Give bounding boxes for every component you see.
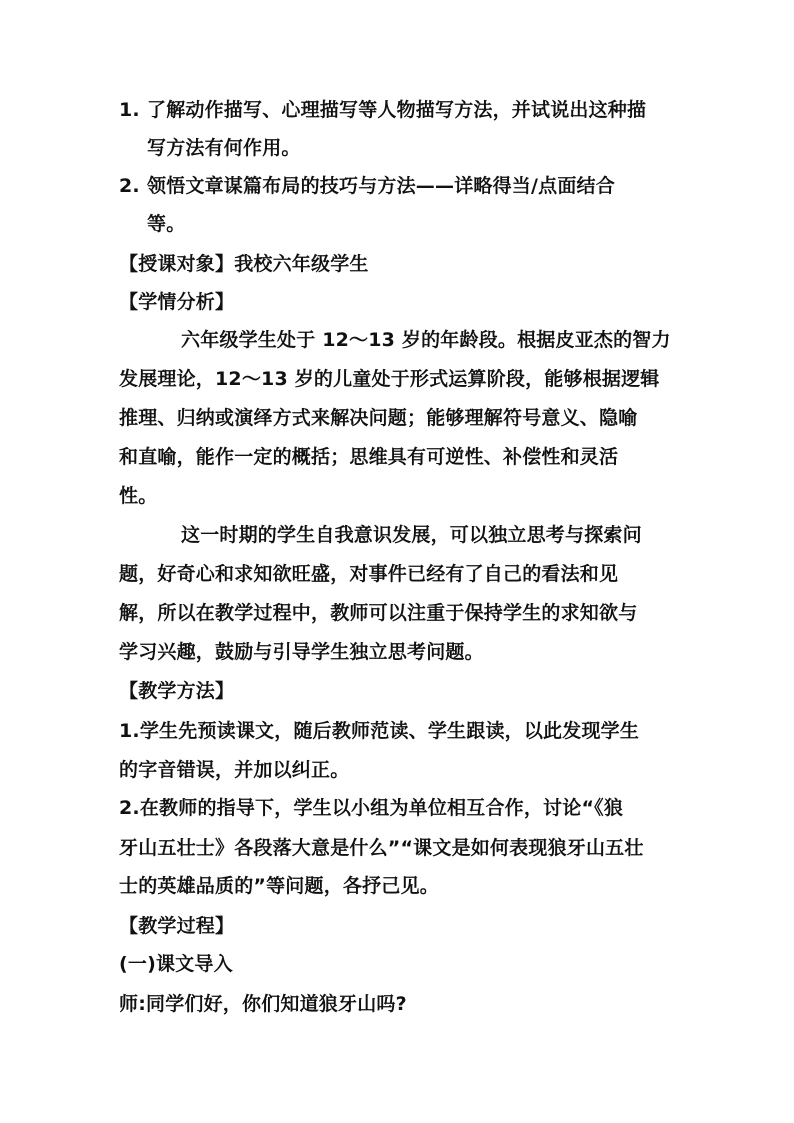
analysis-p2-line-4: 学习兴趣，鼓励与引导学生独立思考问题。	[119, 641, 484, 663]
objective-1	[119, 97, 646, 123]
objective-2	[119, 173, 615, 199]
method-1-line-2: 的字音错误，并加以纠正。	[119, 759, 350, 781]
objective-2-number: 2.	[119, 175, 140, 197]
analysis-heading: 【学情分析】	[119, 291, 235, 313]
objective-2-line-2: 等。	[147, 213, 186, 235]
method-2-line-1: 2.在教师的指导下，学生以小组为单位相互合作，讨论“《狼	[119, 797, 624, 819]
process-dialogue-1: 师:同学们好，你们知道狼牙山吗?	[119, 993, 407, 1015]
target-audience: 【授课对象】我校六年级学生	[119, 253, 369, 275]
process-heading: 【教学过程】	[119, 915, 235, 937]
objective-1-line-1: 了解动作描写、心理描写等人物描写方法，并试说出这种描	[147, 99, 647, 121]
method-2-line-2: 牙山五壮士》各段落大意是什么”“课文是如何表现狼牙山五壮	[119, 837, 644, 859]
analysis-p2-line-1: 这一时期的学生自我意识发展，可以独立思考与探索问	[181, 524, 642, 546]
objective-1-number: 1.	[119, 99, 140, 121]
objective-2-line-1: 领悟文章谋篇布局的技巧与方法——详略得当/点面结合	[147, 175, 615, 197]
analysis-p2-line-2: 题，好奇心和求知欲旺盛，对事件已经有了自己的看法和见	[119, 563, 619, 585]
method-1-line-1: 1.学生先预读课文，随后教师范读、学生跟读，以此发现学生	[119, 720, 640, 742]
process-step-1: (一)课文导入	[119, 953, 233, 975]
analysis-p1-line-2: 发展理论，12～13 岁的儿童处于形式运算阶段，能够根据逻辑	[119, 368, 660, 390]
method-2-line-3: 士的英雄品质的”等问题，各抒己见。	[119, 875, 439, 897]
objective-1-line-2: 写方法有何作用。	[147, 137, 301, 159]
analysis-p1-line-1: 六年级学生处于 12～13 岁的年龄段。根据皮亚杰的智力	[181, 329, 671, 351]
methods-heading: 【教学方法】	[119, 680, 235, 702]
analysis-p1-line-5: 性。	[119, 485, 158, 507]
analysis-p1-line-4: 和直喻，能作一定的概括；思维具有可逆性、补偿性和灵活	[119, 446, 619, 468]
analysis-p1-line-3: 推理、归纳或演绎方式来解决问题；能够理解符号意义、隐喻	[119, 407, 638, 429]
analysis-p2-line-3: 解，所以在教学过程中，教师可以注重于保持学生的求知欲与	[119, 602, 638, 624]
